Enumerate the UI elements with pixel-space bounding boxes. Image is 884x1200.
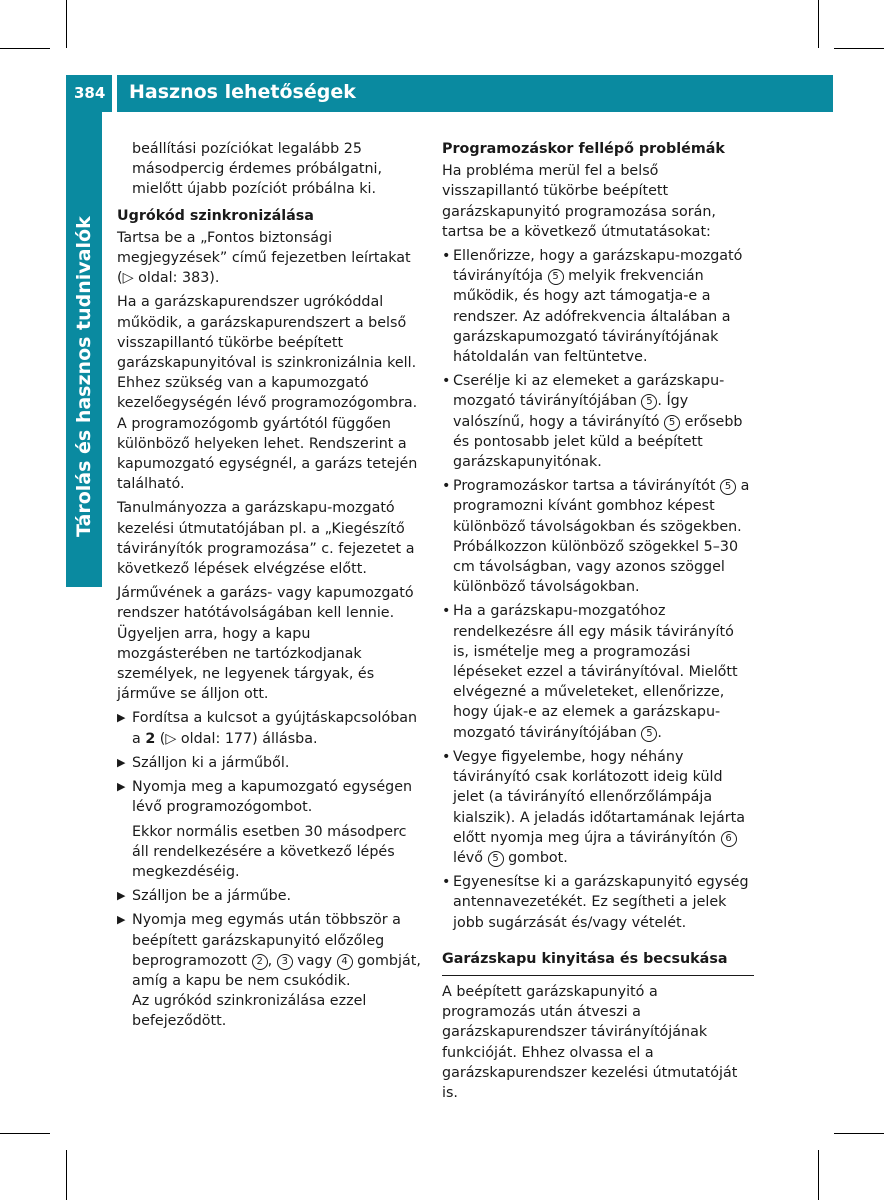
paragraph: Ha a garázskapurendszer ugrókóddal működik, a garázskapurendszert a belső visszapillantó tükörbe beépített garázskapunyitóval is szinkronizálnia kell. Ehhez szükség van a kapumozgató kezelőegységén lévő programozógombra. A programozógomb gyártótól függően különböző helyeken lehet. Rendszerint a kapumozgató egységnél, a garázs tetején található. [117,294,418,493]
step-note: Ekkor normális esetben 30 másodperc áll rendelkezésére a következő lépés megkezdéséig. [132,823,407,880]
callout-5-icon: 5 [641,394,657,410]
arrow-marker-icon: ▶ [117,711,126,725]
list-text: melyik frekvencián működik, és hogy azt támogatja-e a rendszer. Az adófrekvencia általában a garázskapumozgató távirányítójának hátoldalán van feltüntetve. [453,268,731,366]
callout-5-icon: 5 [548,269,564,285]
bullet-icon: • [442,373,451,390]
step-text: , [267,952,277,969]
callout-3-icon: 3 [277,954,293,970]
crop-mark [818,1150,819,1200]
crop-mark [0,48,50,49]
bullet-icon: • [442,478,451,495]
list-item [442,747,754,868]
list-item [442,476,754,597]
step-text: gombját, amíg a kapu be nem csukódik. [132,952,421,989]
paragraph: Járművének a garázs- vagy kapumozgató rendszer hatótávolságában kell lennie. Ügyeljen arra, hogy a kapu mozgásterében ne tartózkodjanak személyek, ne legyenek tárgyak, és járműve se álljon ott. [117,585,414,703]
callout-4-icon: 4 [337,954,353,970]
list-item [442,872,754,933]
step-item [117,708,423,748]
arrow-marker-icon: ▶ [117,755,126,769]
crop-mark [818,0,819,48]
arrow-marker-icon: ▶ [117,889,126,903]
paragraph: Tartsa be a „Fontos biztonsági megjegyzések” című fejezetben leírtakat (▷ oldal: 383). [117,229,411,287]
right-column [442,139,754,1107]
section-heading: Ugrókód szinkronizálása [117,207,314,224]
list-item [442,371,754,472]
crop-mark [66,0,67,48]
page-number-box [66,75,112,112]
list-item [442,246,754,367]
chapter-tab-label: Tárolás és hasznos tudnivalók [73,216,95,537]
paragraph: beállítási pozíciókat legalább 25 másodpercig érdemes próbálgatni, mielőtt újabb pozíciót próbálna ki. [132,141,383,198]
paragraph: Tanulmányozza a garázskapu-mozgató kezelési útmutatójában pl. a „Kiegészítő távirányítók programozása” c. fejezetet a következő lépések elvégzése előtt. [117,500,415,578]
callout-5-icon: 5 [664,415,680,431]
callout-5-icon: 5 [488,851,504,867]
step-text: vagy [292,952,337,969]
left-column [117,139,423,1036]
page-title: Hasznos lehetőségek [129,81,356,103]
arrow-marker-icon: ▶ [117,913,126,927]
list-text: . [657,724,662,741]
crop-mark [66,1150,67,1200]
arrow-marker-icon: ▶ [117,780,126,794]
page-number: 384 [74,84,106,102]
list-text: Ha a garázskapu-mozgatóhoz rendelkezésre áll egy másik távirányító is, ismételje meg a programozási lépéseket ezzel a távirányítóval. Mielőtt elvégezné a műveleteket, ellenőrizze, hogy újak-e az elemek a garázskapu-mozgató távirányítójában [453,603,738,741]
bullet-icon: • [442,603,451,620]
list-text: Programozáskor tartsa a távirányítót [453,478,721,495]
list-text: gombot. [503,849,568,866]
list-text: Cserélje ki az elemeket a garázskapu-mozgató távirányítójában [453,373,725,410]
callout-6-icon: 6 [721,831,737,847]
step-item [117,777,423,817]
step-note: Az ugrókód szinkronizálása ezzel befejeződött. [132,993,367,1030]
bullet-icon: • [442,248,451,265]
crop-mark [834,48,884,49]
step-text: Fordítsa a kulcsot a gyújtáskapcsolóban a [132,710,418,747]
step-item [117,753,423,773]
list-text: Ellenőrizze, hogy a garázskapu-mozgató távirányítója [453,248,743,285]
section-heading: Programozáskor fellépő problémák [442,141,725,157]
list-text: lévő [453,849,488,866]
step-text: Szálljon be a járműbe. [132,888,292,905]
crop-mark [0,1133,50,1134]
list-text: Vegye figyelembe, hogy néhány távirányító csak korlátozott ideig küld jelet (a távirányító ellenőrzőlámpája kialszik). A jeladás időtartamának lejárta előtt nyomja meg újra a távirányítón [453,748,745,846]
section-heading: Garázskapu kinyitása és becsukása [442,950,728,967]
crop-mark [834,1133,884,1134]
callout-5-icon: 5 [641,726,657,742]
step-item [117,910,423,991]
paragraph: A beépített garázskapunyitó a programozás után átveszi a garázskapurendszer távirányítójának funkcióját. Ehhez olvassa el a garázskapurendszer kezelési útmutatóját is. [442,983,738,1101]
list-item [442,601,754,742]
list-text: erősebb és pontosabb jelet küld a beépített garázskapunyitónak. [453,413,743,471]
key-position: 2 [145,730,156,747]
list-text: . Így valószínű, hogy a távirányító [453,393,689,430]
chapter-tab [66,112,102,587]
step-text: Nyomja meg egymás után többször a beépített garázskapunyitó előzőleg beprogramozott [132,912,401,969]
step-text: Szálljon ki a járműből. [132,754,290,771]
header-bar [117,75,833,112]
bullet-icon: • [442,748,451,765]
list-text: Egyenesítse ki a garázskapunyitó egység antennavezetékét. Ez segítheti a jelek jobb sugárzását és/vagy vételét. [453,874,749,931]
list-text: a programozni kívánt gombhoz képest különböző távolságokban és szögekben. Próbálkozzon különböző szögekkel 5–30 cm távolságban, vagy azonos szöggel különböző távolságokban. [453,478,750,596]
step-text: Nyomja meg a kapumozgató egységen lévő programozógombot. [132,779,413,816]
step-item [117,886,423,906]
bullet-icon: • [442,874,451,891]
paragraph: Ha probléma merül fel a belső visszapillantó tükörbe beépített garázskapunyitó programozása során, tartsa be a következő útmutatásokat: [442,163,716,240]
callout-5-icon: 5 [720,479,736,495]
callout-2-icon: 2 [252,954,268,970]
section-divider [442,975,754,976]
step-text: (▷ oldal: 177) állásba. [155,730,318,747]
